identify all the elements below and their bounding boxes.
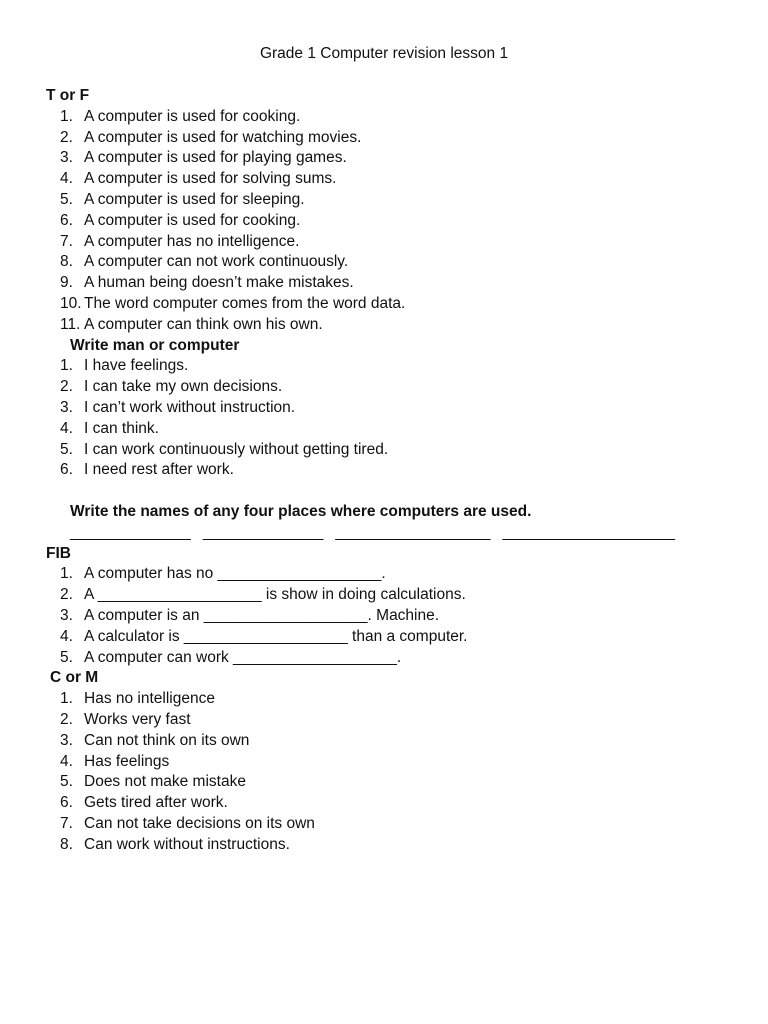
list-item-text: A computer can not work continuously. <box>84 253 349 271</box>
places-blank-1[interactable]: ______________ <box>70 523 191 541</box>
list-item-text: Can not think on its own <box>84 731 250 749</box>
list-item-number: 5. <box>60 773 73 791</box>
list-item-number: 4. <box>60 627 73 645</box>
list-item-text: A computer is used for watching movies. <box>84 128 362 146</box>
list-item <box>46 190 726 211</box>
list-item <box>46 814 726 835</box>
places-blank-4[interactable]: ____________________ <box>502 523 675 541</box>
list-item <box>46 315 726 336</box>
list-item <box>46 273 726 294</box>
list-item-text: I can think. <box>84 419 159 437</box>
list-item <box>46 232 726 253</box>
list-item <box>46 356 726 377</box>
list-item <box>46 648 726 669</box>
list-item-number: 7. <box>60 814 73 832</box>
list-item <box>46 689 726 710</box>
places-blank-3[interactable]: __________________ <box>335 523 491 541</box>
list-item-text: Gets tired after work. <box>84 794 228 812</box>
list-item-text: A computer is used for solving sums. <box>84 170 337 188</box>
list-item-number: 5. <box>60 440 73 458</box>
page-title: Grade 1 Computer revision lesson 1 <box>259 45 509 62</box>
list-item-number: 3. <box>60 398 73 416</box>
list-item-text: I have feelings. <box>84 357 189 375</box>
list-item <box>46 460 726 481</box>
list-item-number: 6. <box>60 211 73 229</box>
list-item-text: A computer is used for sleeping. <box>84 190 305 208</box>
spacer <box>46 481 726 502</box>
list-item-text: I can’t work without instruction. <box>84 398 296 416</box>
list-item-number: 5. <box>60 648 73 666</box>
list-item <box>46 710 726 731</box>
list-item-text: A computer can think own his own. <box>84 315 323 333</box>
list-item-text: I need rest after work. <box>84 461 234 479</box>
list-item-number: 2. <box>60 586 73 604</box>
list-item <box>46 585 726 606</box>
list-item-number: 10. <box>60 294 82 312</box>
list-item <box>46 606 726 627</box>
list-item-number: 6. <box>60 461 73 479</box>
list-item <box>46 564 726 585</box>
list-item <box>46 419 726 440</box>
list-item-number: 8. <box>60 253 73 271</box>
list-item-number: 9. <box>60 274 73 292</box>
list-item <box>46 731 726 752</box>
list-item <box>46 627 726 648</box>
list-item-number: 4. <box>60 419 73 437</box>
tf-list <box>46 107 726 336</box>
list-item-number: 5. <box>60 190 73 208</box>
list-item <box>46 128 726 149</box>
list-item-number: 3. <box>60 149 73 167</box>
list-item-text: A ___________________ is show in doing calculations. <box>84 586 466 604</box>
list-item-number: 1. <box>60 357 73 375</box>
list-item-number: 4. <box>60 752 73 770</box>
section-heading-tf: T or F <box>46 87 90 104</box>
list-item <box>46 377 726 398</box>
list-item-text: A human being doesn’t make mistakes. <box>84 274 354 292</box>
list-item-text: A computer is an ___________________. Machine. <box>84 606 440 624</box>
list-item <box>46 107 726 128</box>
list-item <box>46 793 726 814</box>
list-item <box>46 752 726 773</box>
list-item-number: 11. <box>60 315 81 333</box>
man-or-computer-list <box>46 356 726 481</box>
list-item-number: 7. <box>60 232 73 250</box>
list-item <box>46 169 726 190</box>
list-item-text: Has no intelligence <box>84 690 215 708</box>
list-item <box>46 252 726 273</box>
list-item-number: 8. <box>60 835 73 853</box>
list-item-number: 2. <box>60 378 73 396</box>
document-body <box>46 86 726 855</box>
list-item-text: Has feelings <box>84 752 170 770</box>
list-item <box>46 398 726 419</box>
list-item-number: 2. <box>60 128 73 146</box>
list-item-text: Does not make mistake <box>84 773 246 791</box>
list-item-number: 3. <box>60 606 73 624</box>
fib-list <box>46 564 726 668</box>
list-item-number: 1. <box>60 107 73 125</box>
list-item <box>46 148 726 169</box>
list-item <box>46 440 726 461</box>
section-heading-man-or-computer: Write man or computer <box>70 336 240 354</box>
list-item-text: The word computer comes from the word data. <box>84 294 406 312</box>
list-item-text: Can work without instructions. <box>84 835 290 853</box>
list-item <box>46 835 726 856</box>
list-item-text: Can not take decisions on its own <box>84 814 315 832</box>
list-item-text: Works very fast <box>84 710 191 728</box>
list-item-text: A calculator is ___________________ than a computer. <box>84 627 468 645</box>
list-item-text: A computer has no intelligence. <box>84 232 300 250</box>
list-item-text: I can work continuously without getting tired. <box>84 440 389 458</box>
places-blank-2[interactable]: ______________ <box>202 523 324 541</box>
list-item-number: 4. <box>60 170 73 188</box>
list-item-number: 2. <box>60 710 73 728</box>
places-blanks <box>46 523 726 544</box>
list-item <box>46 772 726 793</box>
section-heading-places: Write the names of any four places where computers are used. <box>70 502 532 520</box>
list-item-text: A computer is used for cooking. <box>84 211 301 229</box>
c-or-m-list <box>46 689 726 855</box>
list-item-number: 6. <box>60 794 73 812</box>
list-item-text: A computer is used for playing games. <box>84 149 347 167</box>
list-item-number: 1. <box>60 690 73 708</box>
section-heading-c-or-m: C or M <box>50 669 99 687</box>
list-item-text: A computer can work ___________________. <box>84 648 402 666</box>
list-item-text: A computer is used for cooking. <box>84 107 301 125</box>
list-item <box>46 294 726 315</box>
list-item-number: 3. <box>60 731 73 749</box>
list-item-number: 1. <box>60 565 73 583</box>
section-heading-fib: FIB <box>46 544 71 562</box>
list-item-text: A computer has no ___________________. <box>84 565 386 583</box>
list-item <box>46 211 726 232</box>
list-item-text: I can take my own decisions. <box>84 378 283 396</box>
